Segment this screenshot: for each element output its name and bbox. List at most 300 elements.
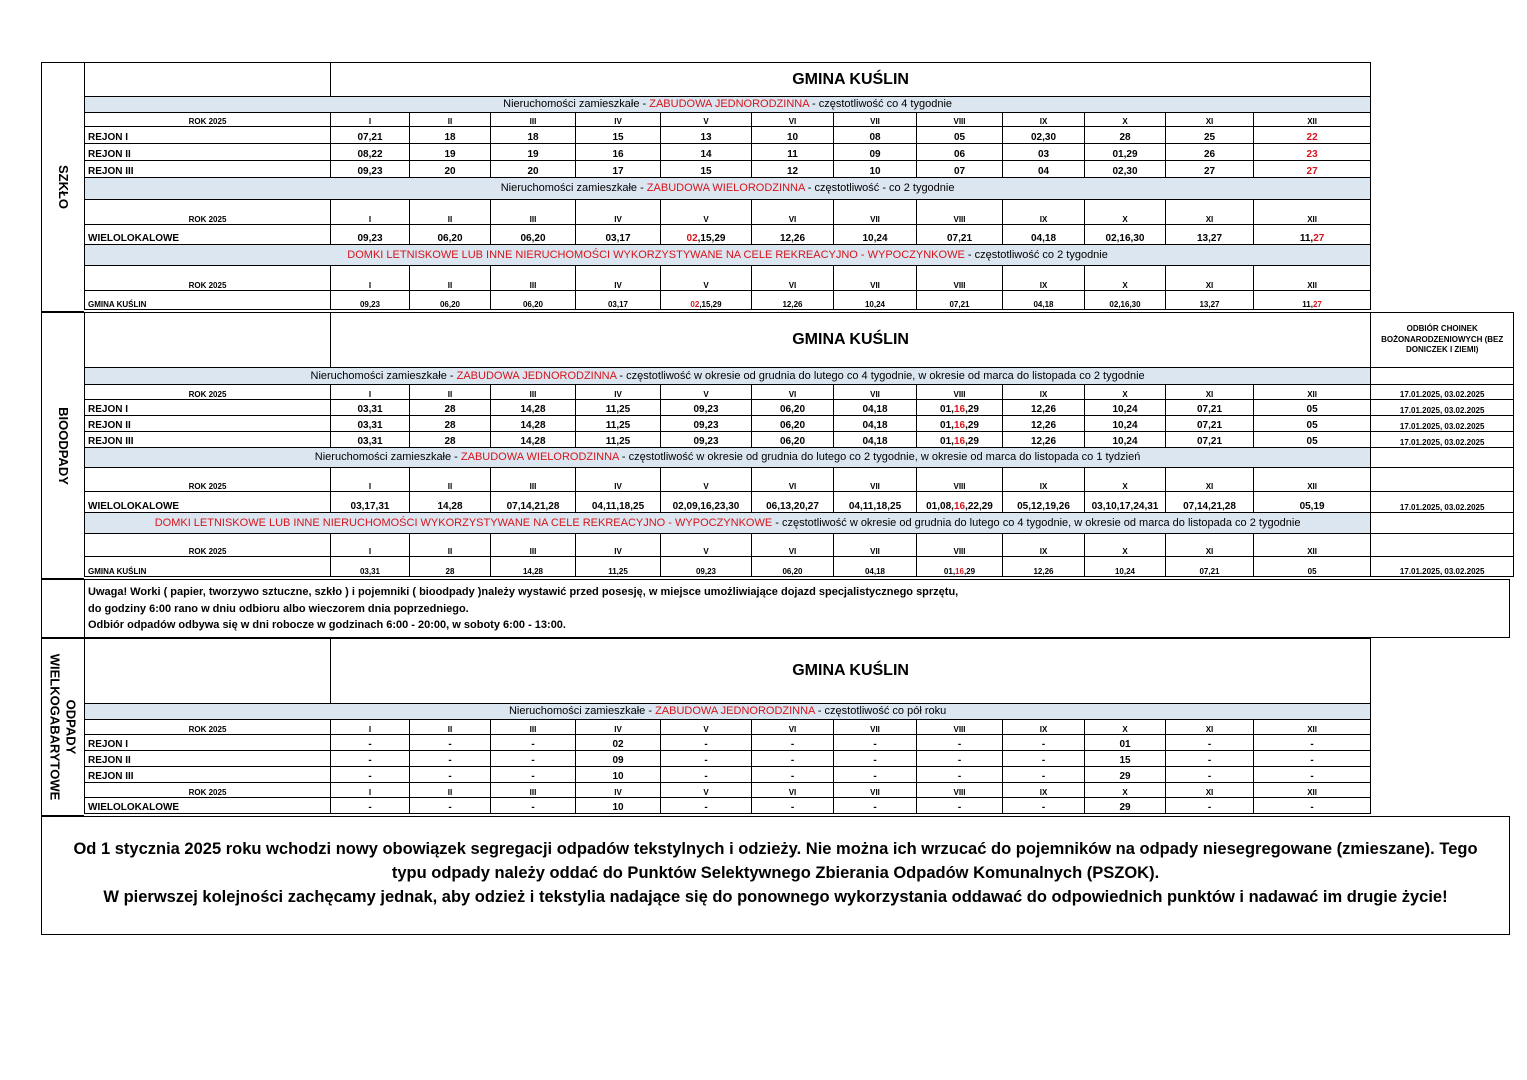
cell-VIII: 01,16,29 (917, 432, 1003, 448)
month-IX: IX (1003, 534, 1085, 557)
month-VIII: VIII (917, 783, 1003, 798)
month-X: X (1085, 385, 1166, 400)
cell-XII: 11,27 (1254, 291, 1371, 310)
schedule-row (85, 127, 1371, 144)
side-label-bio: BIOODPADY (41, 312, 84, 579)
cell-V: - (661, 735, 752, 751)
row-label: REJON I (85, 400, 331, 416)
cell-VIII: - (917, 751, 1003, 767)
month-X: X (1085, 468, 1166, 492)
cell-VIII: 01,08,16,22,29 (917, 492, 1003, 513)
month-II: II (410, 468, 491, 492)
month-V: V (661, 534, 752, 557)
year-label: ROK 2025 (85, 385, 331, 400)
month-XII: XII (1254, 468, 1371, 492)
cell-III: 14,28 (491, 416, 576, 432)
xmas-dates: 17.01.2025, 03.02.2025 (1371, 416, 1514, 432)
row-label: REJON I (85, 127, 331, 144)
band-prefix: Nieruchomości zamieszkałe - (508, 705, 656, 717)
month-IX: IX (1003, 720, 1085, 735)
cell-IX: - (1003, 751, 1085, 767)
cell-X: 01,29 (1085, 144, 1166, 161)
band-prefix: Nieruchomości zamieszkałe - (503, 98, 650, 110)
shifted-date: 02 (690, 300, 700, 309)
cell-I: - (331, 735, 410, 751)
month-V: V (661, 266, 752, 291)
month-VI: VI (752, 113, 834, 127)
xmas-dates: 17.01.2025, 03.02.2025 (1371, 557, 1514, 577)
month-II: II (410, 266, 491, 291)
cell-XI: - (1166, 767, 1254, 783)
month-VII: VII (834, 720, 917, 735)
month-XI: XI (1166, 200, 1254, 225)
cell-VII: 10,24 (834, 291, 917, 310)
month-XII: XII (1254, 200, 1371, 225)
band-frequency: - częstotliwość w okresie od grudnia do lutego co 4 tygodnie, w okresie od marca do listopada co 2 tygodnie (772, 516, 1301, 529)
band-frequency: - częstotliwość w okresie od grudnia do lutego co 2 tygodnie, w okresie od marca do listopada co 1 tydzień (618, 451, 1141, 463)
month-XI: XI (1166, 385, 1254, 400)
cell-IV: 04,11,18,25 (576, 492, 661, 513)
cell-IX: 03 (1003, 144, 1085, 161)
section-title: GMINA KUŚLIN (331, 313, 1371, 368)
month-III: III (491, 113, 576, 127)
month-V: V (661, 113, 752, 127)
cell-IV: 10 (576, 767, 661, 783)
month-I: I (331, 385, 410, 400)
cell-IX: 04,18 (1003, 225, 1085, 245)
month-VII: VII (834, 468, 917, 492)
month-II: II (410, 200, 491, 225)
cell-III: - (491, 767, 576, 783)
cell-II: - (410, 767, 491, 783)
month-II: II (410, 720, 491, 735)
cell-VII: 10,24 (834, 225, 917, 245)
band-building-type: ZABUDOWA WIELORODZINNA (646, 182, 805, 194)
cell-II: 18 (410, 127, 491, 144)
bulky-schedule-table (84, 638, 1371, 814)
band-building-type: DOMKI LETNISKOWE LUB INNE NIERUCHOMOŚCI WYKORZYSTYWANE NA CELE REKREACYJNO - WYPOCZYNKOWE (347, 248, 965, 261)
month-header-row (85, 113, 1371, 127)
shifted-date: 27 (1312, 300, 1322, 309)
cell-XII: 11,27 (1254, 225, 1371, 245)
cell-V: 09,23 (661, 416, 752, 432)
month-IV: IV (576, 200, 661, 225)
cell-VII: 04,18 (834, 416, 917, 432)
cell-XI: 27 (1166, 161, 1254, 178)
cell-II: - (410, 751, 491, 767)
frequency-band (85, 448, 1514, 468)
cell-II: - (410, 735, 491, 751)
cell-V: 09,23 (661, 557, 752, 577)
cell-III: 18 (491, 127, 576, 144)
month-VII: VII (834, 266, 917, 291)
shifted-date: 16 (953, 420, 966, 431)
row-label: REJON II (85, 144, 331, 161)
month-VI: VI (752, 720, 834, 735)
cell-XI: 07,21 (1166, 416, 1254, 432)
cell-III: 07,14,21,28 (491, 492, 576, 513)
side-label-bulky: ODPADY WIELKOGABARYTOWE (41, 638, 84, 816)
cell-V: - (661, 798, 752, 814)
cell-IV: 16 (576, 144, 661, 161)
year-label: ROK 2025 (85, 200, 331, 225)
cell-V: 02,15,29 (661, 225, 752, 245)
month-III: III (491, 783, 576, 798)
schedule-row (85, 144, 1371, 161)
cell-VII: - (834, 767, 917, 783)
month-XII: XII (1254, 266, 1371, 291)
cell-XI: 13,27 (1166, 225, 1254, 245)
cell-IX: 12,26 (1003, 400, 1085, 416)
month-I: I (331, 113, 410, 127)
cell-IX: 12,26 (1003, 557, 1085, 577)
cell-XII: 23 (1254, 144, 1371, 161)
month-VIII: VIII (917, 113, 1003, 127)
cell-II: 28 (410, 557, 491, 577)
cell-IV: 09 (576, 751, 661, 767)
cell-XII: - (1254, 767, 1371, 783)
side-label-note (41, 579, 84, 638)
cell-X: 10,24 (1085, 432, 1166, 448)
month-VIII: VIII (917, 385, 1003, 400)
cell-VI: 12,26 (752, 291, 834, 310)
side-label-szklo: SZKŁO (41, 62, 84, 312)
cell-XII: - (1254, 798, 1371, 814)
shifted-date: 16 (953, 501, 966, 512)
month-V: V (661, 468, 752, 492)
cell-X: 02,16,30 (1085, 225, 1166, 245)
cell-II: 28 (410, 416, 491, 432)
cell-XII: - (1254, 735, 1371, 751)
month-XI: XI (1166, 266, 1254, 291)
cell-XII: 05,19 (1254, 492, 1371, 513)
schedule-row (85, 735, 1371, 751)
cell-III: - (491, 798, 576, 814)
cell-I: 07,21 (331, 127, 410, 144)
cell-VII: - (834, 798, 917, 814)
cell-IX: 12,26 (1003, 416, 1085, 432)
cell-IX: 12,26 (1003, 432, 1085, 448)
szklo-schedule-table (84, 62, 1371, 310)
cell-XI: - (1166, 798, 1254, 814)
month-V: V (661, 200, 752, 225)
cell-III: - (491, 751, 576, 767)
cell-III: 06,20 (491, 291, 576, 310)
month-IX: IX (1003, 783, 1085, 798)
cell-IX: - (1003, 767, 1085, 783)
month-VI: VI (752, 266, 834, 291)
cell-I: 09,23 (331, 225, 410, 245)
band-prefix: Nieruchomości zamieszkałe - (500, 182, 647, 194)
month-II: II (410, 534, 491, 557)
cell-X: 10,24 (1085, 416, 1166, 432)
cell-X: 01 (1085, 735, 1166, 751)
schedule-row (85, 416, 1514, 432)
frequency-band (85, 704, 1371, 720)
month-XI: XI (1166, 113, 1254, 127)
cell-I: 03,31 (331, 400, 410, 416)
cell-VIII: - (917, 767, 1003, 783)
band-prefix: Nieruchomości zamieszkałe - (310, 369, 457, 382)
cell-III: 19 (491, 144, 576, 161)
cell-XII: 27 (1254, 161, 1371, 178)
month-IX: IX (1003, 266, 1085, 291)
month-III: III (491, 200, 576, 225)
xmas-dates: 17.01.2025, 03.02.2025 (1371, 400, 1514, 416)
cell-IV: 03,17 (576, 291, 661, 310)
month-III: III (491, 534, 576, 557)
cell-V: 15 (661, 161, 752, 178)
shifted-date: 27 (1313, 233, 1325, 244)
band-prefix: Nieruchomości zamieszkałe - (314, 451, 461, 463)
frequency-band (85, 245, 1371, 266)
shifted-date: 16 (953, 404, 966, 415)
cell-XII: 05 (1254, 416, 1371, 432)
month-IV: IV (576, 783, 661, 798)
month-VII: VII (834, 385, 917, 400)
bio-schedule-table (84, 312, 1514, 577)
cell-IV: 11,25 (576, 416, 661, 432)
cell-IV: 11,25 (576, 557, 661, 577)
month-IV: IV (576, 468, 661, 492)
month-I: I (331, 200, 410, 225)
cell-IV: 10 (576, 798, 661, 814)
shifted-date: 02 (686, 233, 698, 244)
month-VII: VII (834, 534, 917, 557)
row-label: WIELOLOKALOWE (85, 492, 331, 513)
cell-VI: 06,20 (752, 416, 834, 432)
xmas-dates: 17.01.2025, 03.02.2025 (1371, 385, 1514, 400)
cell-IX: 02,30 (1003, 127, 1085, 144)
cell-V: 14 (661, 144, 752, 161)
cell-X: 10,24 (1085, 557, 1166, 577)
cell-XI: 07,21 (1166, 400, 1254, 416)
year-label: ROK 2025 (85, 720, 331, 735)
cell-X: 02,30 (1085, 161, 1166, 178)
cell-VIII: 07,21 (917, 291, 1003, 310)
month-I: I (331, 720, 410, 735)
schedule-row (85, 400, 1514, 416)
cell-II: 06,20 (410, 225, 491, 245)
note-line-1: Uwaga! Worki ( papier, tworzywo sztuczne, szkło ) i pojemniki ( bioodpady )należy wystawić przed posesję, w miejsce umożliwiające dojazd specjalistycznego sprzętu, (88, 586, 959, 598)
month-IX: IX (1003, 113, 1085, 127)
title-row (85, 639, 1371, 704)
month-IX: IX (1003, 468, 1085, 492)
cell-VIII: - (917, 798, 1003, 814)
cell-VI: 06,13,20,27 (752, 492, 834, 513)
cell-III: - (491, 735, 576, 751)
year-label: ROK 2025 (85, 783, 331, 798)
cell-IV: 15 (576, 127, 661, 144)
month-XI: XI (1166, 534, 1254, 557)
row-label: REJON III (85, 432, 331, 448)
cell-XII: 22 (1254, 127, 1371, 144)
band-building-type: ZABUDOWA JEDNORODZINNA (649, 98, 809, 110)
month-X: X (1085, 200, 1166, 225)
cell-I: 03,17,31 (331, 492, 410, 513)
cell-II: 20 (410, 161, 491, 178)
textile-notice-line-1: Od 1 stycznia 2025 roku wchodzi nowy obowiązek segregacji odpadów tekstylnych i odzieży. Nie można ich wrzucać do pojemników na odpady niesegregowane (zmieszane). Tego (73, 840, 1478, 858)
cell-VI: 12,26 (752, 225, 834, 245)
cell-IV: 02 (576, 735, 661, 751)
cell-XI: 25 (1166, 127, 1254, 144)
month-X: X (1085, 720, 1166, 735)
month-II: II (410, 783, 491, 798)
cell-VIII: 07,21 (917, 225, 1003, 245)
title-row (85, 63, 1371, 97)
month-IX: IX (1003, 200, 1085, 225)
month-II: II (410, 113, 491, 127)
band-building-type: DOMKI LETNISKOWE LUB INNE NIERUCHOMOŚCI WYKORZYSTYWANE NA CELE REKREACYJNO - WYPOCZYNKOWE (154, 516, 773, 529)
cell-X: 29 (1085, 798, 1166, 814)
section-title: GMINA KUŚLIN (331, 63, 1371, 97)
frequency-band (85, 97, 1371, 113)
cell-VI: 12 (752, 161, 834, 178)
schedule-row (85, 767, 1371, 783)
month-header-row (85, 468, 1514, 492)
cell-V: 09,23 (661, 400, 752, 416)
cell-V: 13 (661, 127, 752, 144)
cell-IX: 04 (1003, 161, 1085, 178)
month-IV: IV (576, 113, 661, 127)
cell-I: 09,23 (331, 291, 410, 310)
month-VIII: VIII (917, 468, 1003, 492)
cell-II: 14,28 (410, 492, 491, 513)
cell-III: 14,28 (491, 432, 576, 448)
cell-XII: 05 (1254, 432, 1371, 448)
xmas-header: ODBIÓR CHOINEK BOŻONARODZENIOWYCH (BEZ DONICZEK I ZIEMI) (1371, 313, 1514, 368)
cell-IV: 03,17 (576, 225, 661, 245)
cell-I: 03,31 (331, 557, 410, 577)
schedule-row (85, 751, 1371, 767)
note-line-2: do godziny 6:00 rano w dniu odbioru albo wieczorem dnia poprzedniego. (88, 602, 469, 615)
cell-VII: 04,11,18,25 (834, 492, 917, 513)
cell-III: 06,20 (491, 225, 576, 245)
cell-X: 29 (1085, 767, 1166, 783)
cell-V: - (661, 767, 752, 783)
month-VII: VII (834, 200, 917, 225)
month-VIII: VIII (917, 266, 1003, 291)
month-VI: VI (752, 783, 834, 798)
band-frequency: - częstotliwość co 4 tygodnie (808, 98, 953, 110)
schedule-row (85, 557, 1514, 577)
cell-VI: 06,20 (752, 557, 834, 577)
cell-V: 09,23 (661, 432, 752, 448)
cell-I: 09,23 (331, 161, 410, 178)
section-title: GMINA KUŚLIN (331, 639, 1371, 704)
cell-I: - (331, 767, 410, 783)
xmas-dates: 17.01.2025, 03.02.2025 (1371, 432, 1514, 448)
month-III: III (491, 266, 576, 291)
year-label: ROK 2025 (85, 468, 331, 492)
frequency-band (85, 513, 1514, 534)
cell-IX: 05,12,19,26 (1003, 492, 1085, 513)
month-III: III (491, 468, 576, 492)
cell-XII: - (1254, 751, 1371, 767)
schedule-row (85, 291, 1371, 310)
row-label: REJON II (85, 416, 331, 432)
schedule-row (85, 432, 1514, 448)
month-header-row (85, 720, 1371, 735)
shifted-date: 16 (955, 567, 964, 576)
month-IV: IV (576, 534, 661, 557)
cell-XI: - (1166, 735, 1254, 751)
month-VIII: VIII (917, 200, 1003, 225)
cell-IX: 04,18 (1003, 291, 1085, 310)
month-header-row (85, 534, 1514, 557)
month-VII: VII (834, 113, 917, 127)
band-building-type: ZABUDOWA JEDNORODZINNA (456, 369, 617, 382)
cell-XI: 07,14,21,28 (1166, 492, 1254, 513)
row-label: WIELOLOKALOWE (85, 225, 331, 245)
month-VIII: VIII (917, 534, 1003, 557)
schedule-row (85, 492, 1514, 513)
row-label: WIELOLOKALOWE (85, 798, 331, 814)
month-V: V (661, 720, 752, 735)
month-V: V (661, 385, 752, 400)
month-IV: IV (576, 266, 661, 291)
textile-notice-line-2: typu odpady należy oddać do Punktów Selektywnego Zbierania Odpadów Komunalnych (PSZOK). (391, 864, 1160, 882)
xmas-dates: 17.01.2025, 03.02.2025 (1371, 492, 1514, 513)
row-label: REJON II (85, 751, 331, 767)
month-XII: XII (1254, 385, 1371, 400)
cell-VIII: 01,16,29 (917, 557, 1003, 577)
month-X: X (1085, 266, 1166, 291)
cell-VIII: - (917, 735, 1003, 751)
band-frequency: - częstotliwość co 2 tygodnie (964, 248, 1108, 261)
band-frequency: - częstotliwość w okresie od grudnia do lutego co 4 tygodnie, w okresie od marca do listopada co 2 tygodnie (616, 369, 1145, 382)
frequency-band (85, 178, 1371, 200)
cell-III: 14,28 (491, 400, 576, 416)
month-header-row (85, 200, 1371, 225)
month-I: I (331, 783, 410, 798)
cell-VIII: 06 (917, 144, 1003, 161)
year-label: ROK 2025 (85, 266, 331, 291)
cell-X: 28 (1085, 127, 1166, 144)
cell-VI: - (752, 798, 834, 814)
title-row (85, 313, 1514, 368)
band-frequency: - częstotliwość co pół roku (814, 705, 947, 717)
cell-I: - (331, 798, 410, 814)
cell-VII: 04,18 (834, 400, 917, 416)
month-header-row (85, 266, 1371, 291)
month-II: II (410, 385, 491, 400)
month-XII: XII (1254, 720, 1371, 735)
month-XI: XI (1166, 720, 1254, 735)
cell-X: 02,16,30 (1085, 291, 1166, 310)
cell-II: 28 (410, 432, 491, 448)
cell-XII: 05 (1254, 557, 1371, 577)
cell-V: 02,09,16,23,30 (661, 492, 752, 513)
cell-X: 03,10,17,24,31 (1085, 492, 1166, 513)
shifted-date: 16 (953, 436, 966, 447)
cell-IX: - (1003, 735, 1085, 751)
cell-VII: 09 (834, 144, 917, 161)
cell-IV: 17 (576, 161, 661, 178)
row-label: GMINA KUŚLIN (85, 557, 331, 577)
cell-II: 06,20 (410, 291, 491, 310)
row-label: GMINA KUŚLIN (85, 291, 331, 310)
frequency-band (85, 368, 1514, 385)
band-building-type: ZABUDOWA JEDNORODZINNA (655, 705, 815, 717)
month-IV: IV (576, 385, 661, 400)
cell-VII: 08 (834, 127, 917, 144)
cell-VI: - (752, 767, 834, 783)
cell-X: 10,24 (1085, 400, 1166, 416)
textile-notice (41, 816, 1510, 935)
cell-III: 20 (491, 161, 576, 178)
cell-VI: - (752, 751, 834, 767)
